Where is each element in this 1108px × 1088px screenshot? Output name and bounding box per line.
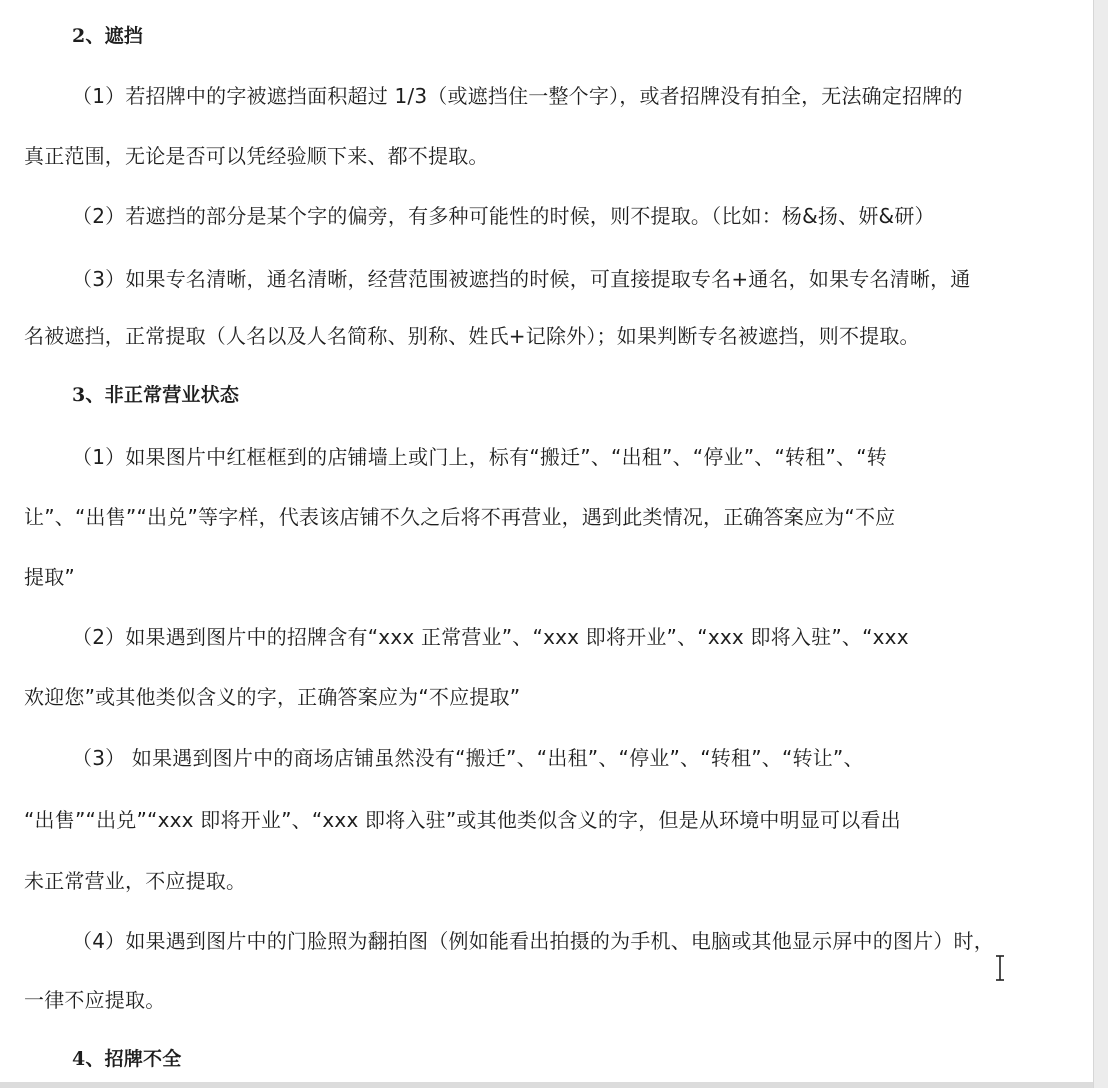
text-cursor-icon xyxy=(994,953,1006,983)
section-3-item-4-line-1: （4）如果遇到图片中的门脸照为翻拍图（例如能看出拍摄的为手机、电脑或其他显示屏中的图片）时， xyxy=(72,929,994,953)
section-3-item-3-line-3: 未正常营业，不应提取。 xyxy=(24,869,247,893)
section-2-item-2-line-1: （2）若遮挡的部分是某个字的偏旁，有多种可能性的时候，则不提取。（比如：杨&扬、妍&研） xyxy=(72,204,935,228)
section-2-item-3-line-1: （3）如果专名清晰，通名清晰，经营范围被遮挡的时候，可直接提取专名+通名，如果专名清晰，通 xyxy=(72,267,971,291)
section-4-heading: 4、招牌不全 xyxy=(72,1048,182,1070)
section-3-heading: 3、非正常营业状态 xyxy=(72,384,240,406)
section-3-item-1-line-2: 让”、“出售”“出兑”等字样，代表该店铺不久之后将不再营业，遇到此类情况，正确答案应为“不应 xyxy=(24,505,896,529)
section-2-item-1-line-2: 真正范围，无论是否可以凭经验顺下来、都不提取。 xyxy=(24,144,489,168)
section-3-item-3-line-2: “出售”“出兑”“xxx 即将开业”、“xxx 即将入驻”或其他类似含义的字，但是从环境中明显可以看出 xyxy=(24,808,901,832)
section-3-item-2-line-1: （2）如果遇到图片中的招牌含有“xxx 正常营业”、“xxx 即将开业”、“xxx 即将入驻”、“xxx xyxy=(72,625,909,649)
section-3-item-1-line-3: 提取” xyxy=(24,565,75,589)
page-bottom-edge xyxy=(0,1082,1094,1088)
vertical-scrollbar[interactable] xyxy=(1093,0,1108,1088)
section-2-heading: 2、遮挡 xyxy=(72,25,144,47)
section-3-item-3-line-1: （3） 如果遇到图片中的商场店铺虽然没有“搬迁”、“出租”、“停业”、“转租”、“转让”、 xyxy=(72,746,864,770)
section-3-item-4-line-2: 一律不应提取。 xyxy=(24,988,166,1012)
section-2-item-1-line-1: （1）若招牌中的字被遮挡面积超过 1/3（或遮挡住一整个字），或者招牌没有拍全，无法确定招牌的 xyxy=(72,84,963,108)
section-3-item-2-line-2: 欢迎您”或其他类似含义的字，正确答案应为“不应提取” xyxy=(24,685,521,709)
section-2-item-3-line-2: 名被遮挡，正常提取（人名以及人名简称、别称、姓氏+记除外）；如果判断专名被遮挡，则不提取。 xyxy=(24,324,920,348)
section-3-item-1-line-1: （1）如果图片中红框框到的店铺墙上或门上，标有“搬迁”、“出租”、“停业”、“转租”、“转 xyxy=(72,445,887,469)
